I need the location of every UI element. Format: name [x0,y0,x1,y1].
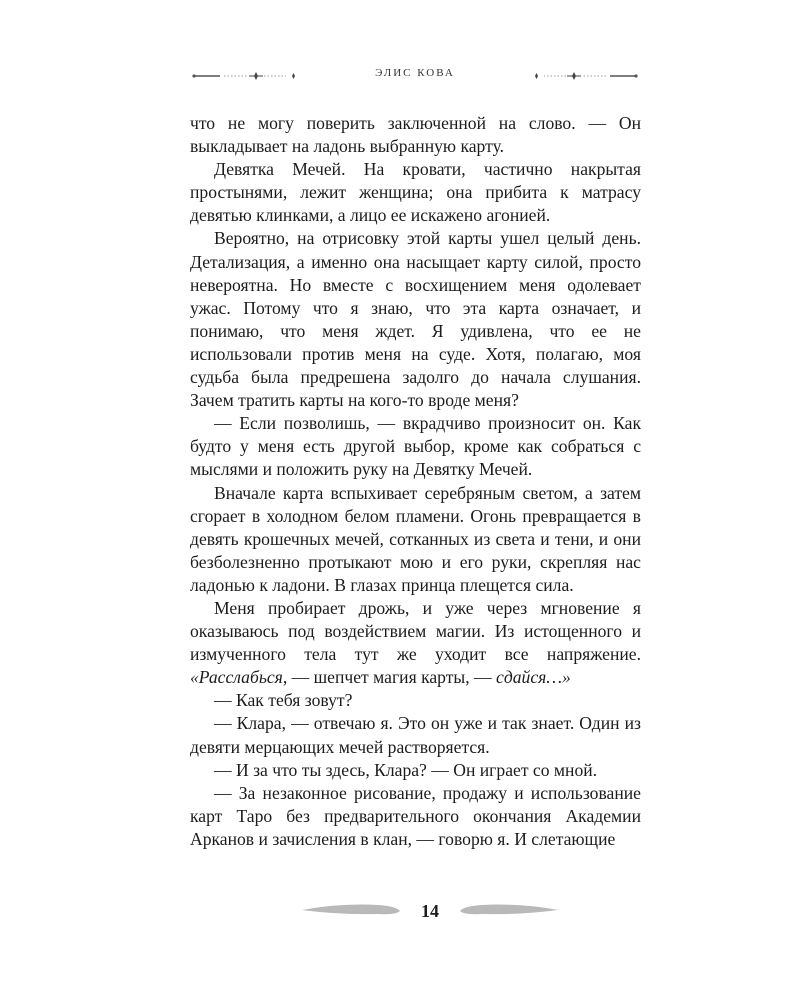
paragraph: — Как тебя зовут? [214,690,353,711]
page-number: 14 [421,901,439,921]
paragraph [190,597,641,689]
paragraph: — Клара, — отвечаю я. Это он уже и так знает. Один из девяти мерцающих мечей растворяется. [190,713,641,757]
italic-text: сдайся…» [496,667,571,688]
paragraph: Девятка Мечей. На кровати, частично накрытая простынями, лежит женщина; она прибита к матрасу девятью клинками, а лицо ее искажено агонией. [190,159,641,226]
italic-text: «Расслабься [190,667,283,688]
paragraph: — Если позволишь, — вкрадчиво произносит он. Как будто у меня есть другой выбор, кроме как собраться с мыслями и положить руку на Девятку Мечей. [190,413,641,480]
paragraph: что не могу поверить заключенной на слово. — Он выкладывает на ладонь выбранную карту. [190,113,641,157]
paragraph: Вероятно, на отрисовку этой карты ушел целый день. Детализация, а именно она насыщает карту силой, просто невероятна. Но вместе с восхищением меня одолевает ужас. Потому что я знаю, что эта карта означает, и понимаю, что меня ждет. Я удивлена, что ее не использовали против меня на суде. Хотя, полагаю, моя судьба была предрешена задолго до начала слушания. Зачем тратить карты на кого-то вроде меня? [190,228,641,411]
right-header-ornament-icon [510,68,640,84]
running-header [190,62,640,90]
paragraph: — За незаконное рисование, продажу и использование карт Таро без предварительного окончания Академии Арканов и зачисления в клан, — говорю я. И слетающие [190,782,641,849]
paragraph: Вначале карта вспыхивает серебряным светом, а затем сгорает в холодном белом пламени. Огонь превращается в девять крошечных мечей, сотканных из света и тени, и они безболезненно протыкают мою и его руки, скрепляя нас ладонью к ладони. В глазах принца плещется сила. [190,482,641,595]
paragraph-text: , — шепчет магия карты, — [282,667,497,688]
paragraph-text: Меня пробирает дрожь, и уже через мгновение я оказываюсь под воздействием магии. Из истощенного и измученного тела тут же уходит все напряжение. [190,597,641,665]
running-header-author: ЭЛИС КОВА [375,67,455,79]
paragraph: — И за что ты здесь, Клара? — Он играет со мной. [214,759,598,780]
body-text [190,112,641,851]
page-footer [300,893,560,929]
